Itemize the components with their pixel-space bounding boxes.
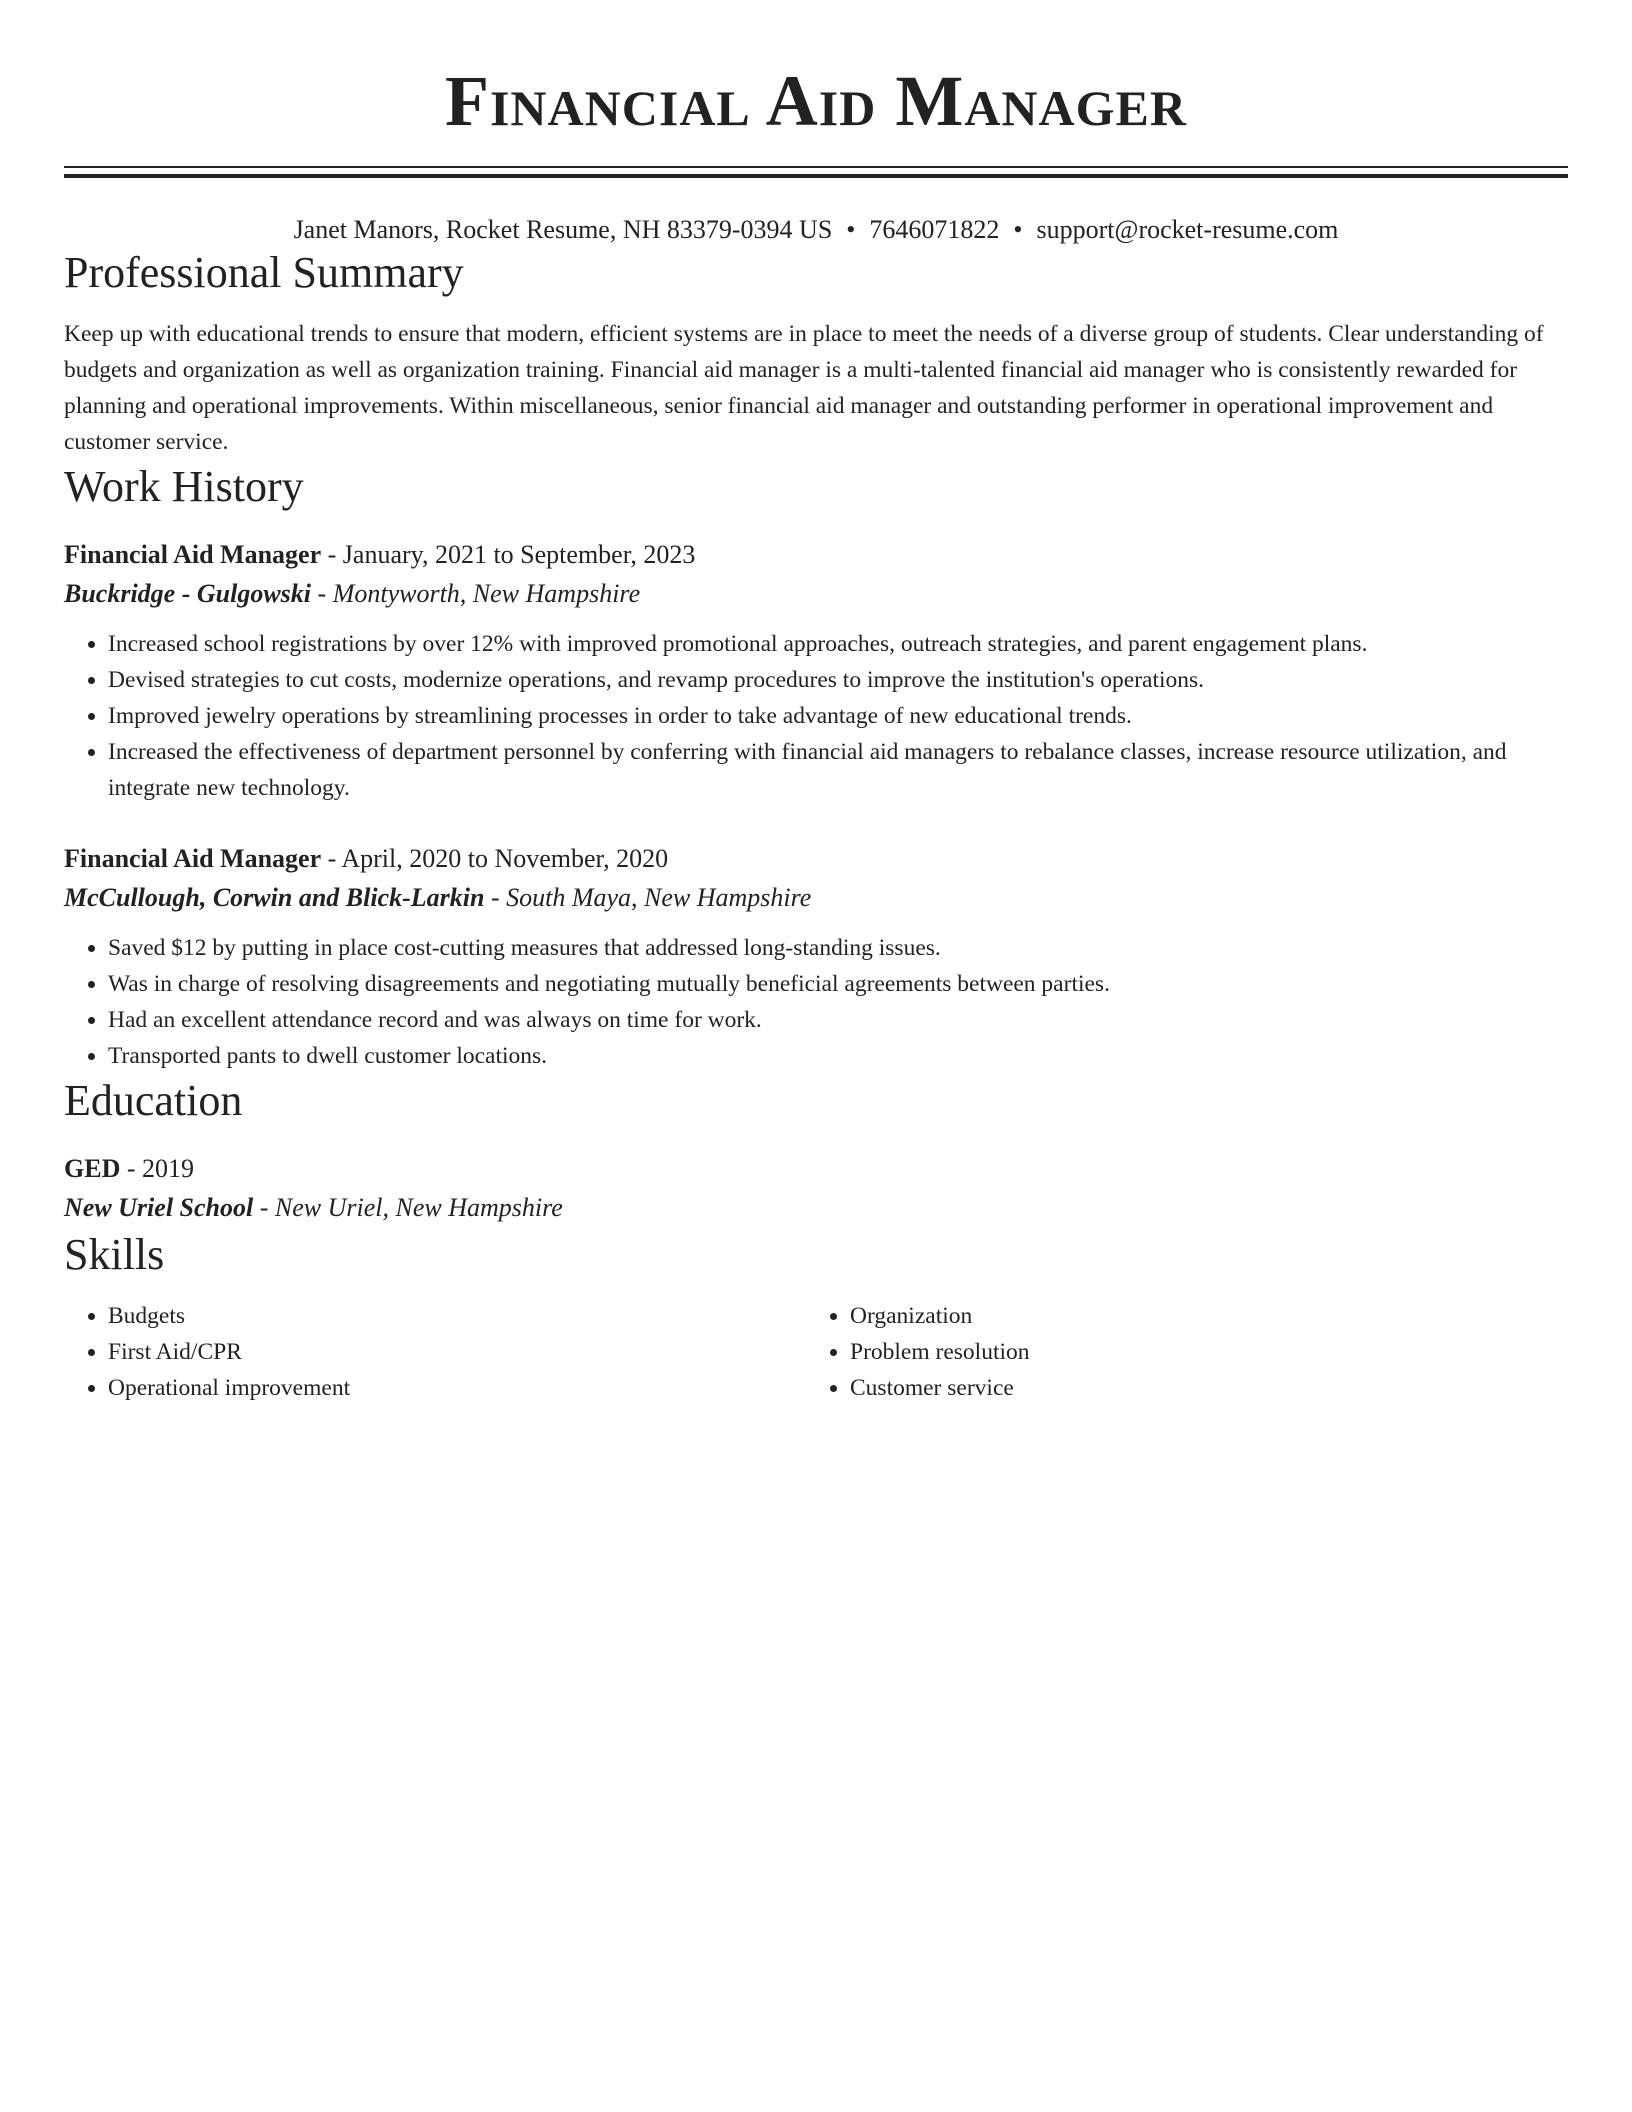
contact-email: support@rocket-resume.com [1036, 215, 1339, 244]
job-location: - South Maya, New Hampshire [484, 883, 812, 912]
list-item: • Saved $12 by putting in place cost-cutting measures that addressed long-standing issues. [108, 930, 1568, 966]
contact-separator: • [1013, 215, 1023, 244]
list-item: • Had an excellent attendance record and was always on time for work. [108, 1002, 1568, 1038]
skills-heading: Skills [64, 1230, 165, 1279]
job-title: Financial Aid Manager [64, 844, 322, 873]
list-item: • Increased school registrations by over 12% with improved promotional approaches, outreach strategies, and parent engagement plans. [108, 626, 1568, 662]
job-company-line [64, 878, 1568, 918]
title-rule-thin [64, 166, 1568, 168]
list-item: • Budgets [108, 1298, 806, 1334]
job-company: McCullough, Corwin and Blick-Larkin [64, 883, 485, 912]
skills-list [64, 1298, 1568, 1406]
list-item: • Devised strategies to cut costs, modernize operations, and revamp procedures to improve the institution's operations. [108, 662, 1568, 698]
job-bullets [64, 930, 1568, 1074]
list-item: • Was in charge of resolving disagreements and negotiating mutually beneficial agreements between parties. [108, 966, 1568, 1002]
job-entry [64, 536, 1568, 806]
job-location: - Montyworth, New Hampshire [311, 579, 641, 608]
job-dates: - April, 2020 to November, 2020 [321, 844, 669, 873]
title-rule-thick [64, 174, 1568, 178]
list-item: • Operational improvement [108, 1370, 806, 1406]
list-item: • First Aid/CPR [108, 1334, 806, 1370]
job-dates: - January, 2021 to September, 2023 [321, 540, 696, 569]
job-company: Buckridge - Gulgowski [64, 579, 312, 608]
job-title: Financial Aid Manager [64, 540, 322, 569]
resume-title: Financial Aid Manager [444, 61, 1187, 141]
education-location: - New Uriel, New Hampshire [253, 1193, 563, 1222]
job-company-line [64, 574, 1568, 614]
work-history-heading: Work History [64, 462, 304, 511]
education-school-line [64, 1188, 1568, 1228]
skills-column-right [806, 1298, 1548, 1406]
list-item: • Increased the effectiveness of department personnel by conferring with financial aid managers to rebalance classes, increase resource utilization, and integrate new technology. [108, 734, 1568, 806]
list-item: • Customer service [850, 1370, 1548, 1406]
education-school: New Uriel School [64, 1193, 254, 1222]
contact-separator: • [846, 215, 856, 244]
education-entry [64, 1150, 1568, 1228]
job-bullets [64, 626, 1568, 806]
education-year: - 2019 [120, 1154, 195, 1183]
education-degree-line [64, 1150, 1568, 1188]
contact-address: Janet Manors, Rocket Resume, NH 83379-0394 US [293, 215, 833, 244]
education-degree: GED [64, 1154, 121, 1183]
list-item: • Problem resolution [850, 1334, 1548, 1370]
education-heading: Education [64, 1076, 243, 1125]
job-entry [64, 840, 1568, 1074]
job-title-line [64, 840, 1568, 878]
contact-line [64, 214, 1568, 246]
list-item: • Organization [850, 1298, 1548, 1334]
list-item: • Transported pants to dwell customer locations. [108, 1038, 1568, 1074]
summary-heading: Professional Summary [64, 248, 464, 297]
summary-text: Keep up with educational trends to ensure that modern, efficient systems are in place to meet the needs of a diverse group of students. Clear understanding of budgets and organization as well as organization training. Financial aid manager is a multi-talented financial aid manager who is consistently rewarded for planning and operational improvements. Within miscellaneous, senior financial aid manager and outstanding performer in operational improvement and customer service. [64, 321, 1544, 455]
skills-column-left [64, 1298, 806, 1406]
list-item: • Improved jewelry operations by streamlining processes in order to take advantage of new educational trends. [108, 698, 1568, 734]
job-title-line [64, 536, 1568, 574]
contact-phone: 7646071822 [869, 215, 1000, 244]
